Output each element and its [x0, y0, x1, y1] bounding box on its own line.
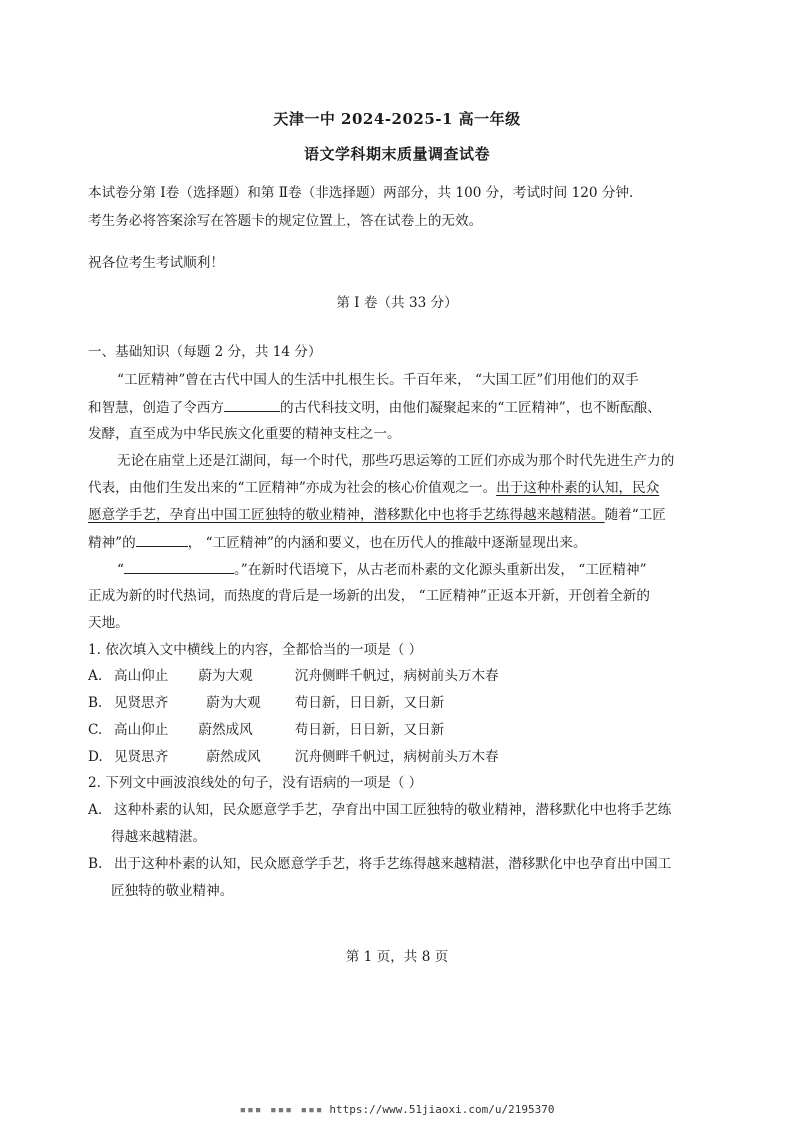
- passage-text: 和智慧，创造了令西方: [88, 400, 224, 416]
- question-2-stem: 2. 下列文中画波浪线处的句子，没有语病的一项是（ ）: [88, 775, 423, 791]
- intro-line-1: 本试卷分第 Ⅰ卷（选择题）和第 Ⅱ卷（非选择题）两部分，共 100 分，考试时间 120 分钟.: [88, 185, 634, 201]
- option-label: A.: [88, 668, 103, 684]
- passage-p3-line3: 天地。: [88, 615, 129, 631]
- option-label: D.: [88, 749, 103, 765]
- wavy-underlined-sentence: 出于这种朴素的认知，民众: [496, 480, 660, 496]
- option-choice-1: 见贤思齐: [114, 695, 169, 711]
- passage-p3-line2: 正成为新的时代热词，而热度的背后是一场新的出发， “工匠精神”正返本开新，开创着全新的: [88, 588, 650, 604]
- passage-p1-line2: [88, 397, 661, 418]
- fill-blank-3: [124, 559, 234, 574]
- option-choice-2: 蔚然成风: [198, 722, 253, 738]
- option-choice-3: 苟日新，日日新，又日新: [294, 695, 445, 711]
- q2-option-b-line2: 匠独特的敬业精神。: [111, 883, 234, 899]
- passage-p1-line3: 发酵，直至成为中华民族文化重要的精神支柱之一。: [88, 426, 401, 442]
- q1-option-b: [88, 693, 444, 713]
- passage-p3-line1: [117, 559, 647, 580]
- source-url[interactable]: https://www.51jiaoxi.com/u/2195370: [329, 1103, 555, 1116]
- passage-text: 的古代科技文明，由他们凝聚起来的“工匠精神”，也不断酝酿、: [279, 400, 661, 416]
- good-luck-text: 祝各位考生考试顺利！: [88, 255, 224, 271]
- q2-option-a-line1: [88, 800, 671, 820]
- q1-option-a: [88, 666, 499, 686]
- passage-text: 随着“工匠: [604, 507, 666, 523]
- q1-option-d: [88, 747, 499, 767]
- option-choice-3: 沉舟侧畔千帆过，病树前头万木春: [294, 668, 499, 684]
- option-choice-3: 苟日新，日日新，又日新: [294, 722, 445, 738]
- passage-text: ， “工匠精神”的内涵和要义，也在历代人的推敲中逐渐显现出来。: [187, 535, 587, 551]
- passage-p2-line4: [88, 532, 587, 553]
- option-choice-1: 高山仰止: [114, 722, 169, 738]
- exam-title: 天津一中 2024-2025-1 高一年级: [273, 110, 521, 128]
- option-label: B.: [88, 856, 103, 872]
- option-choice-2: 蔚然成风: [206, 749, 261, 765]
- passage-text: 精神”的: [88, 535, 136, 551]
- exam-subtitle: 语文学科期末质量调查试卷: [303, 145, 490, 163]
- passage-p2-line3: [88, 505, 666, 525]
- q1-option-c: [88, 720, 444, 740]
- source-url-footer: [0, 1103, 794, 1116]
- option-choice-3: 沉舟侧畔千帆过，病树前头万木春: [294, 749, 499, 765]
- fill-blank-1: [224, 397, 280, 412]
- passage-p1-line1: “工匠精神”曾在古代中国人的生活中扎根生长。千百年来， “大国工匠”们用他们的双手: [117, 372, 639, 388]
- option-text: 出于这种朴素的认知，民众愿意学手艺，将手艺练得越来越精湛，潜移默化中也孕育出中国工: [114, 856, 672, 872]
- passage-text: 代表，由他们生发出来的“工匠精神”亦成为社会的核心价值观之一。: [88, 480, 497, 496]
- page-number: 第 1 页，共 8 页: [345, 949, 449, 965]
- option-label: C.: [88, 722, 103, 738]
- question-1-stem: 1. 依次填入文中横线上的内容，全都恰当的一项是（ ）: [88, 642, 423, 658]
- option-choice-1: 高山仰止: [114, 668, 169, 684]
- fill-blank-2: [136, 532, 188, 547]
- option-choice-2: 蔚为大观: [198, 668, 253, 684]
- option-choice-1: 见贤思齐: [114, 749, 169, 765]
- dots-icon: ▪▪▪ ▪▪▪ ▪▪▪: [239, 1103, 324, 1116]
- option-text: 这种朴素的认知，民众愿意学手艺，孕育出中国工匠独特的敬业精神，潜移默化中也将手艺练: [114, 802, 672, 818]
- passage-text: 。”在新时代语境下，从古老而朴素的文化源头重新出发， “工匠精神”: [233, 562, 647, 578]
- wavy-underlined-sentence: 愿意学手艺，孕育出中国工匠独特的敬业精神，潜移默化中也将手艺练得越来越精湛。: [88, 507, 605, 523]
- part-one-heading: 一、基础知识（每题 2 分，共 14 分）: [88, 344, 322, 360]
- q2-option-b-line1: [88, 854, 671, 874]
- passage-p2-line2: [88, 478, 659, 498]
- option-choice-2: 蔚为大观: [206, 695, 261, 711]
- passage-text: “: [117, 562, 124, 578]
- option-label: A.: [88, 802, 103, 818]
- option-label: B.: [88, 695, 103, 711]
- intro-line-2: 考生务必将答案涂写在答题卡的规定位置上，答在试卷上的无效。: [88, 213, 483, 229]
- section-heading: 第 I 卷（共 33 分）: [336, 295, 458, 311]
- q2-option-a-line2: 得越来越精湛。: [111, 829, 207, 845]
- passage-p2-line1: 无论在庙堂上还是江湖间，每一个时代，那些巧思运筹的工匠们亦成为那个时代先进生产力的: [117, 453, 675, 469]
